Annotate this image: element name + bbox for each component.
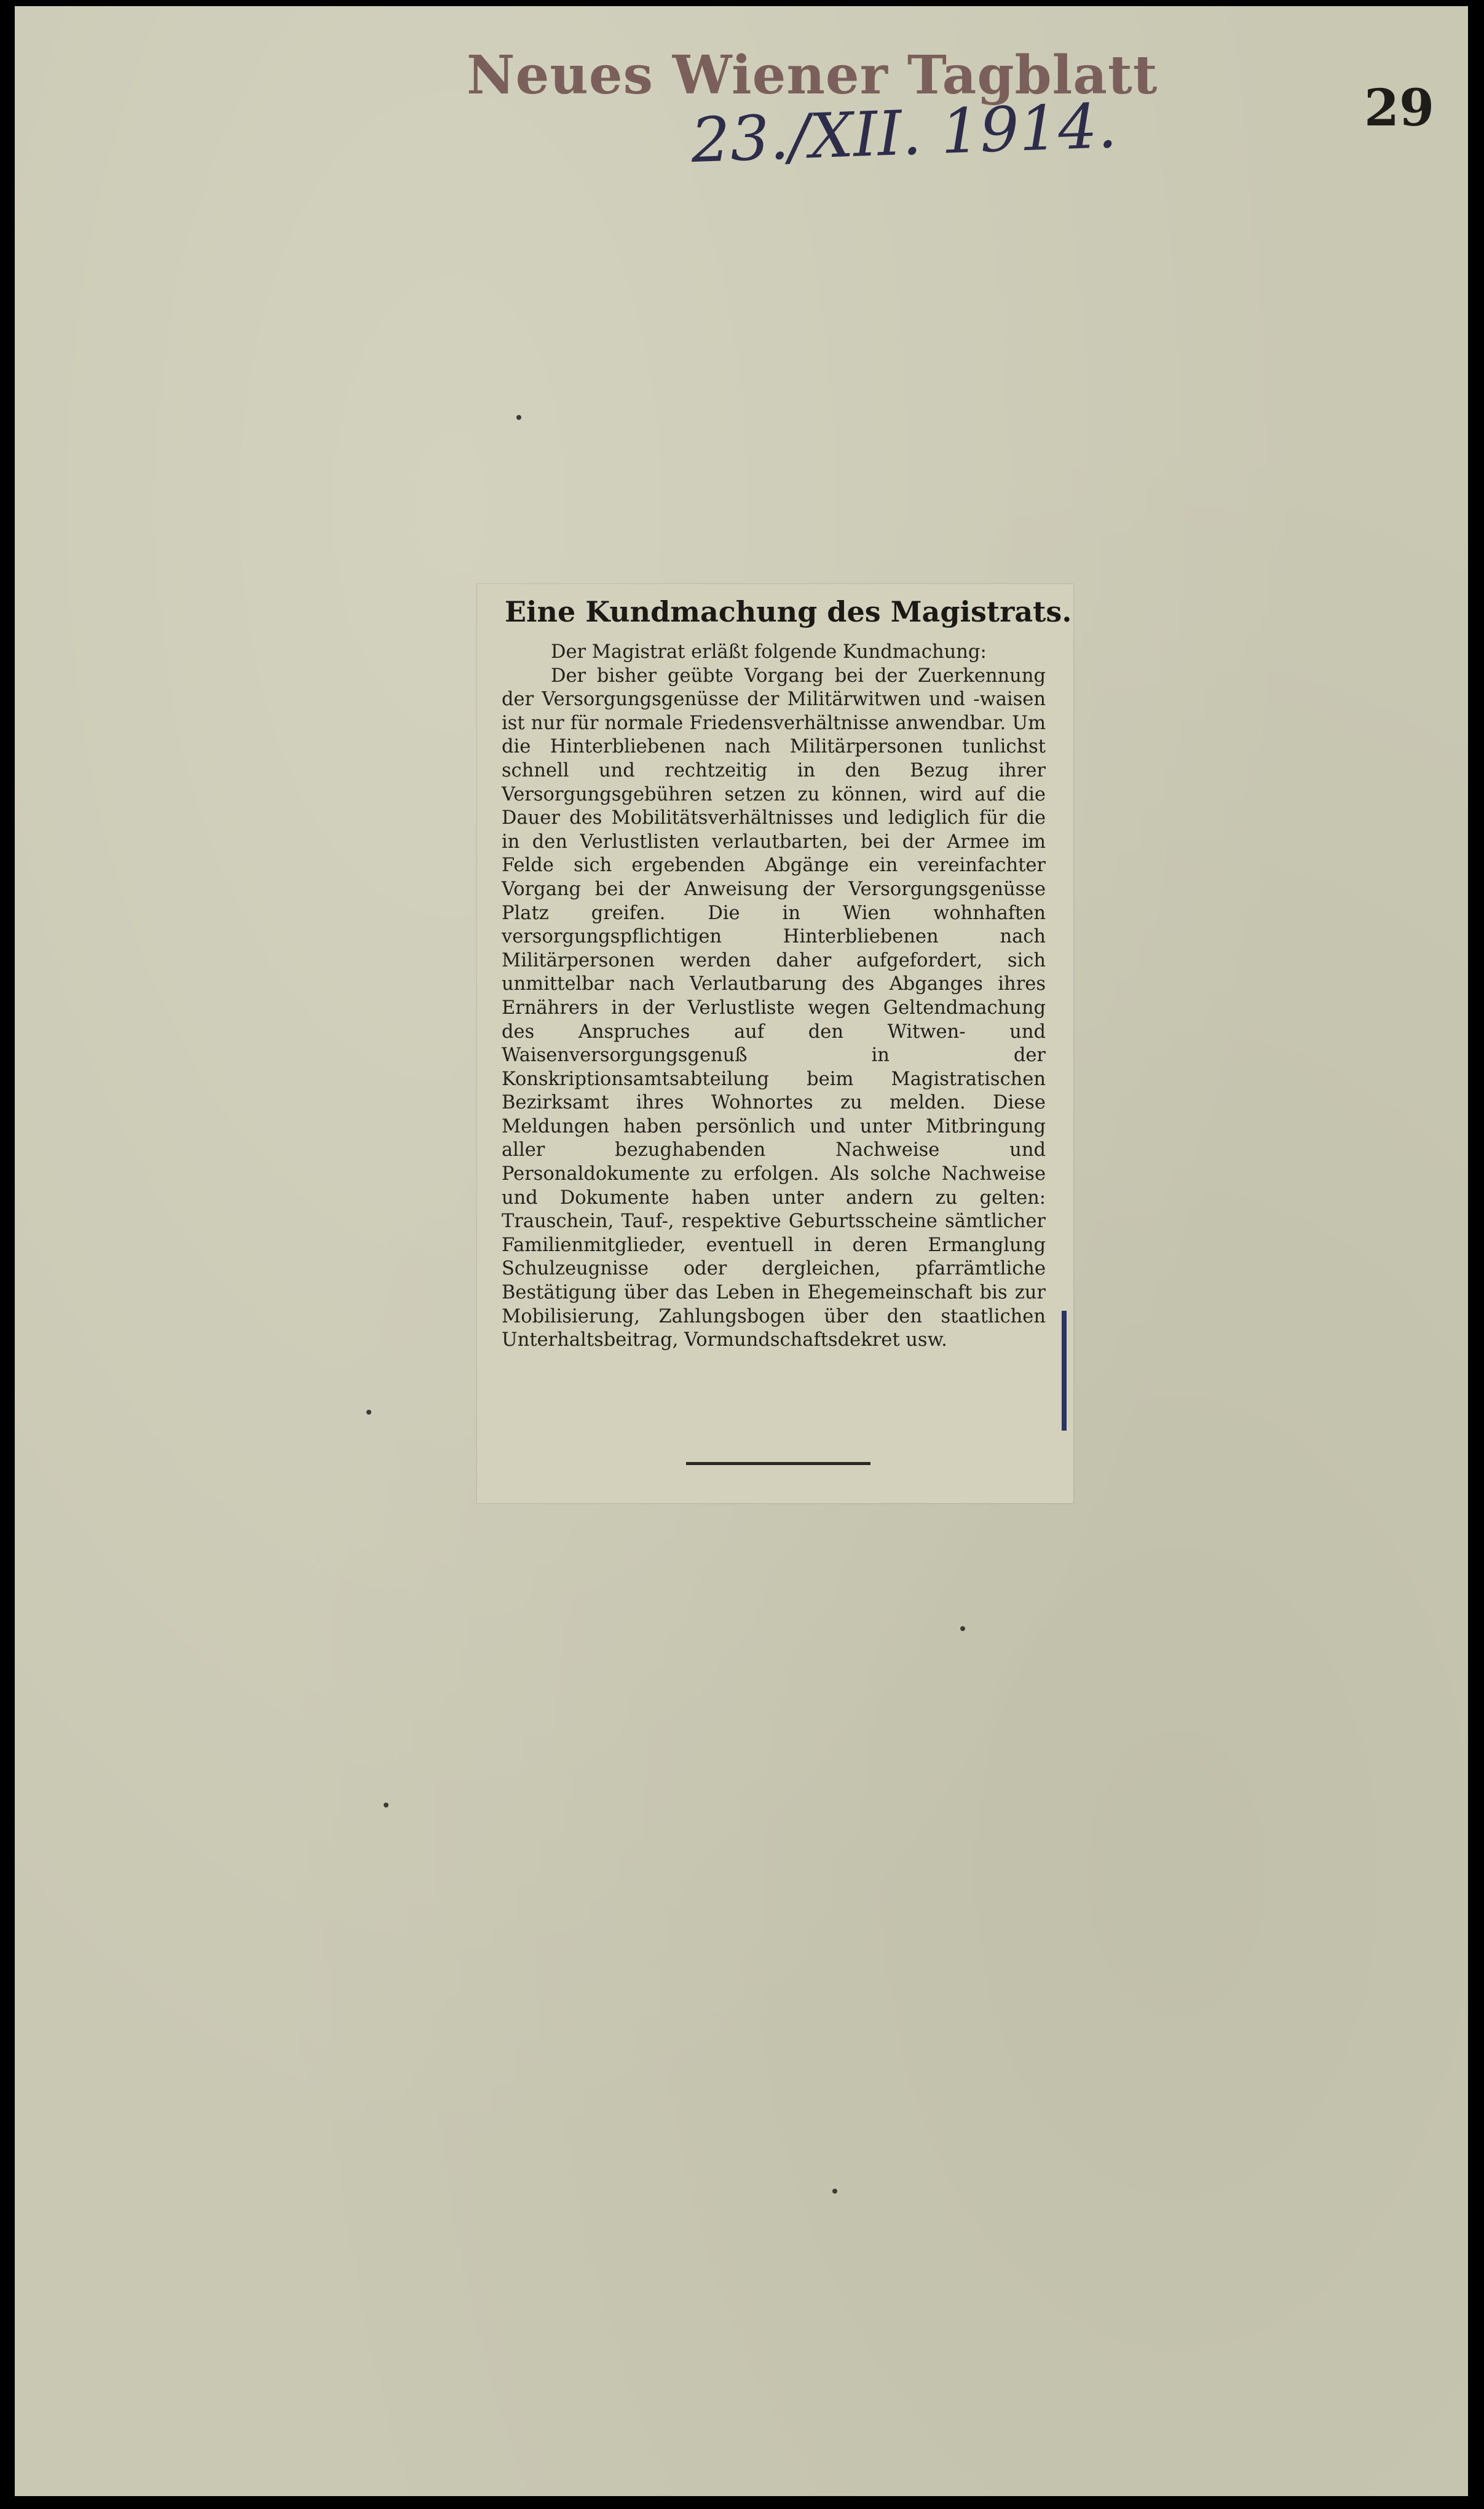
newspaper-clipping bbox=[477, 584, 1073, 1503]
page-number: 29 bbox=[1364, 79, 1435, 138]
paper-speck bbox=[832, 2189, 837, 2194]
handwritten-date: 23./XII. 1914. bbox=[690, 89, 1118, 177]
paper-speck bbox=[366, 1410, 371, 1415]
paper-speck bbox=[384, 1803, 389, 1808]
paper-speck bbox=[960, 1626, 965, 1631]
clipping-headline: Eine Kundmachung des Magistrats. bbox=[505, 595, 1072, 628]
archive-sheet bbox=[15, 6, 1468, 2496]
clipping-article bbox=[502, 641, 1046, 1353]
article-end-rule bbox=[686, 1462, 870, 1465]
article-paragraph: Der bisher geübte Vorgang bei der Zuerkennung der Versorgungsgenüsse der Militärwitwen und -waisen ist nur für normale Friedensverhältnisse anwendbar. Um die Hinterbliebenen nach Militärpersonen tunlichst schnell und rechtzeitig in den Bezug ihrer Versorgungsgebühren setzen zu können, wird auf die Dauer des Mobilitätsverhältnisses und lediglich für die in den Verlustlisten verlautbarten, bei der Armee im Felde sich ergebenden Abgänge ein vereinfachter Vorgang bei der Anweisung der Versorgungsgenüsse Platz greifen. Die in Wien wohnhaften versorgungspflichtigen Hinterbliebenen nach Militärpersonen werden daher aufgefordert, sich unmittelbar nach Verlautbarung des Abganges ihres Ernährers in der Verlustliste wegen Geltendmachung des Anspruches auf den Witwen- und Waisenversorgungsgenuß in der Konskriptionsamtsabteilung beim Magistratischen Bezirksamt ihres Wohnortes zu melden. Diese Meldungen haben persönlich und unter Mitbringung aller bezughabenden Nachweise und Personaldokumente zu erfolgen. Als solche Nachweise und Dokumente haben unter andern zu gelten: Trauschein, Tauf-, respektive Geburtsscheine sämtlicher Familienmitglieder, eventuell in deren Ermanglung Schulzeugnisse oder dergleichen, pfarrämtliche Bestätigung über das Leben in Ehegemeinschaft bis zur Mobilisierung, Zahlungsbogen über den staatlichen Unterhaltsbeitrag, Vormundschaftsdekret usw. bbox=[502, 665, 1046, 1351]
newspaper-stamp: Neues Wiener Tagblatt bbox=[467, 44, 1158, 106]
paper-speck bbox=[516, 415, 521, 420]
blue-pencil-mark bbox=[1062, 1311, 1067, 1431]
article-paragraph: Der Magistrat erläßt folgende Kundmachung: bbox=[551, 641, 987, 663]
